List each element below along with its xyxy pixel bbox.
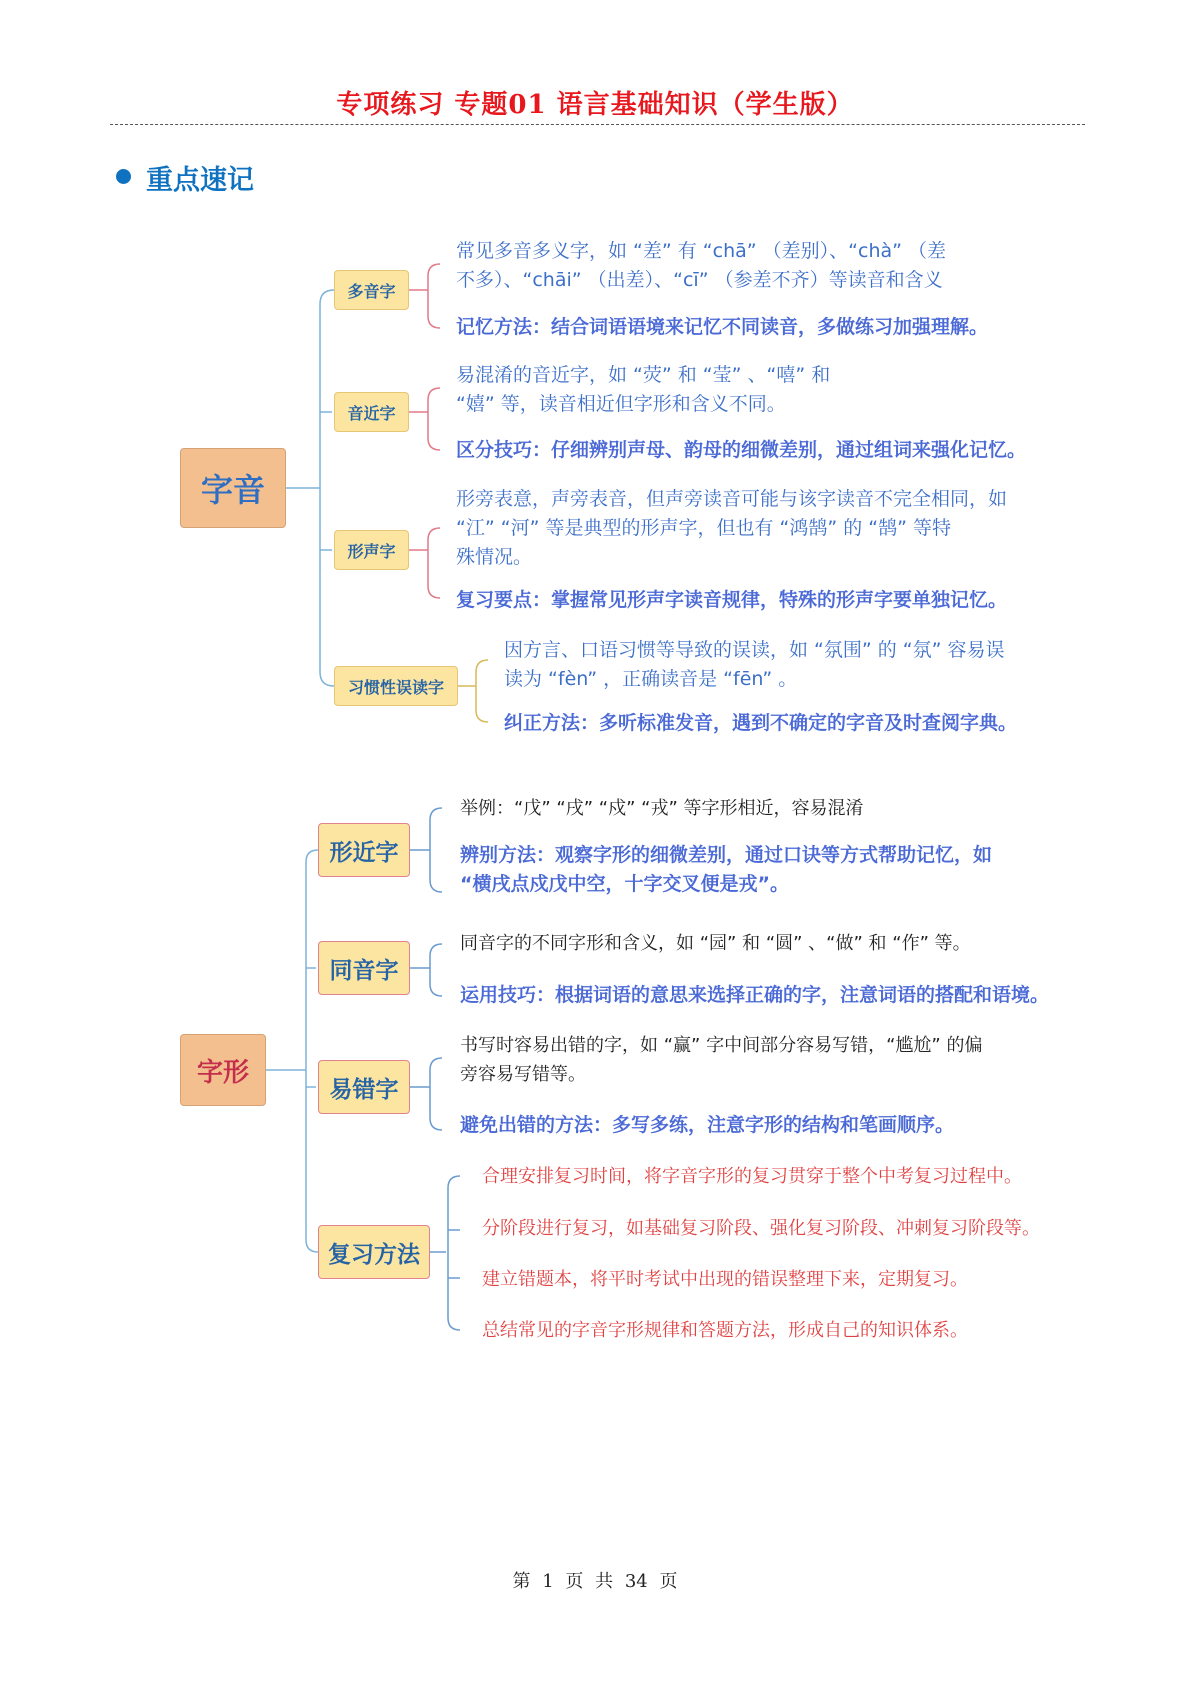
yinjinzi-desc-line-2: “嬉” 等，读音相近但字形和含义不同。 [456, 393, 786, 415]
guanxingwuduzi-desc-line-1: 因方言、口语习惯等导致的误读，如 “氛围” 的 “氛” 容易误 [504, 639, 1005, 661]
xingjinzi-tip-line-2: “横戌点戍戊中空，十字交叉便是戎”。 [460, 873, 789, 895]
node-tongyinzi: 同音字 [318, 941, 410, 995]
mindmap-root-zixing: 字形 [180, 1034, 266, 1106]
xingjinzi-desc-line-1: 举例：“戊” “戌” “戍” “戎” 等字形相近，容易混淆 [460, 798, 864, 819]
section-heading: 重点速记 [146, 165, 254, 195]
fuxifangfa-item-2: 分阶段进行复习，如基础复习阶段、强化复习阶段、冲刺复习阶段等。 [482, 1218, 1040, 1239]
xingjinzi-tip-line-1: 辨别方法：观察字形的细微差别，通过口诀等方式帮助记忆，如 [460, 844, 993, 866]
duoyinzi-desc-line-1: 常见多音多义字，如 “差” 有 “chā” （差别）、“chà” （差 [456, 240, 947, 262]
title-divider [110, 124, 1085, 125]
node-fuxifangfa: 复习方法 [318, 1225, 430, 1279]
yinjinzi-tip: 区分技巧：仔细辨别声母、韵母的细微差别，通过组词来强化记忆。 [456, 439, 1027, 461]
xingshengzi-desc-line-3: 殊情况。 [456, 546, 533, 568]
xingshengzi-desc-line-2: “江” “河” 等是典型的形声字，但也有 “鸿鹄” 的 “鹄” 等特 [456, 517, 951, 539]
node-duoyinzi: 多音字 [334, 270, 409, 310]
node-yicuozi: 易错字 [318, 1060, 410, 1114]
fuxifangfa-item-4: 总结常见的字音字形规律和答题方法，形成自己的知识体系。 [482, 1320, 968, 1341]
tongyinzi-desc-line-1: 同音字的不同字形和含义，如 “园” 和 “圆” 、“做” 和 “作” 等。 [460, 933, 971, 954]
duoyinzi-desc-line-2: 不多）、“chāi” （出差）、“cī” （参差不齐）等读音和含义 [456, 269, 943, 291]
duoyinzi-tip: 记忆方法：结合词语语境来记忆不同读音，多做练习加强理解。 [456, 316, 989, 338]
xingshengzi-tip: 复习要点：掌握常见形声字读音规律，特殊的形声字要单独记忆。 [456, 589, 1008, 611]
node-xingshengzi: 形声字 [334, 530, 409, 570]
yicuozi-desc-line-2: 旁容易写错等。 [460, 1064, 586, 1085]
mindmap-root-ziyin: 字音 [180, 448, 286, 528]
xingshengzi-desc-line-1: 形旁表意，声旁表音，但声旁读音可能与该字读音不完全相同，如 [456, 488, 1008, 510]
yinjinzi-desc-line-1: 易混淆的音近字，如 “荧” 和 “莹” 、“嘻” 和 [456, 364, 831, 386]
node-guanxingwuduzi: 习惯性误读字 [334, 666, 458, 706]
yicuozi-tip-line-1: 避免出错的方法：多写多练，注意字形的结构和笔画顺序。 [460, 1114, 955, 1136]
fuxifangfa-item-3: 建立错题本，将平时考试中出现的错误整理下来，定期复习。 [482, 1269, 968, 1290]
yicuozi-desc-line-1: 书写时容易出错的字，如 “赢” 字中间部分容易写错，“尴尬” 的偏 [460, 1035, 983, 1056]
guanxingwuduzi-desc-line-2: 读为 “fèn” ，正确读音是 “fēn” 。 [504, 668, 798, 690]
page-number-footer: 第 1 页 共 34 页 [512, 1571, 678, 1592]
guanxingwuduzi-tip: 纠正方法：多听标准发音，遇到不确定的字音及时查阅字典。 [504, 712, 1018, 734]
node-xingjinzi: 形近字 [318, 823, 410, 877]
node-yinjinzi: 音近字 [334, 392, 409, 432]
tongyinzi-tip-line-1: 运用技巧：根据词语的意思来选择正确的字，注意词语的搭配和语境。 [460, 984, 1050, 1006]
fuxifangfa-item-1: 合理安排复习时间，将字音字形的复习贯穿于整个中考复习过程中。 [482, 1166, 1022, 1187]
page-title: 专项练习 专题01 语言基础知识（学生版） [336, 90, 854, 120]
bullet-dot-icon [116, 169, 131, 184]
